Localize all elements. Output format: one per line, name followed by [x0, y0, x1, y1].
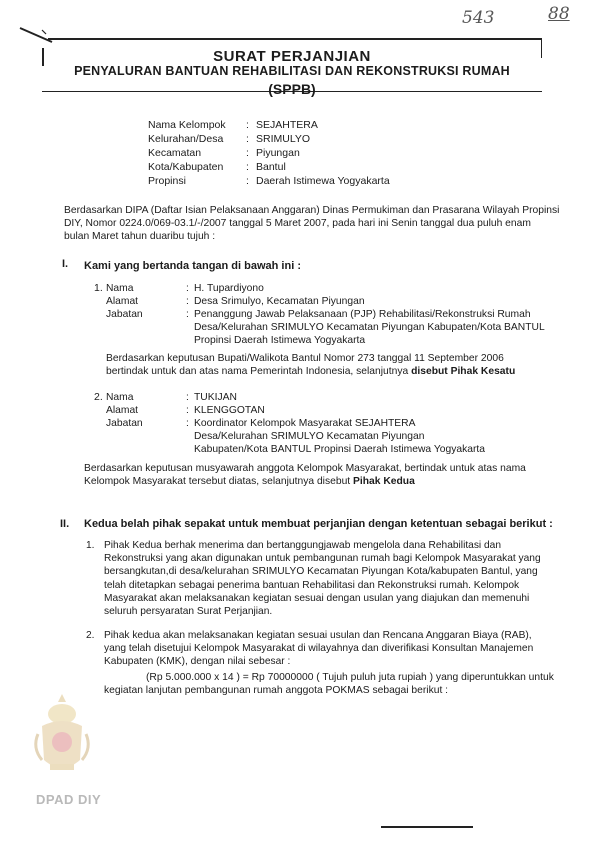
clause-line: Pihak kedua akan melaksanakan kegiatan sesuai usulan dan Rencana Anggaran Biaya (RAB),	[104, 630, 532, 641]
clause-line: Kabupaten (KMK), dengan nilai sebesar :	[104, 656, 291, 668]
footer-line	[381, 826, 473, 828]
dpad-emblem-watermark	[30, 690, 94, 786]
colon: :	[246, 161, 249, 173]
clause-number: 2.	[86, 630, 95, 641]
intro-line: bulan Maret tahun duaribu tujuh :	[64, 231, 216, 243]
party-1-position: Penanggung Jawab Pelaksanaan (PJP) Rehabilitasi/Rekonstruksi Rumah	[194, 309, 531, 320]
party-2-position-cont: Desa/Kelurahan SRIMULYO Kecamatan Piyungan	[194, 431, 425, 442]
clause-line: seluruh persyaratan Surat Perjanjian.	[104, 606, 273, 618]
budget-purpose-line: kegiatan lanjutan pembangunan rumah anggota POKMAS sebagai berikut :	[104, 685, 449, 696]
document-title: SURAT PERJANJIAN	[213, 48, 371, 65]
clause-line: Masyarakat akan melaksanakan kegiatan sesuai dengan usulan yang diajukan dan memenuhi	[104, 592, 530, 604]
clause-2	[86, 629, 540, 669]
party-1-name: H. Tupardiyono	[194, 283, 264, 294]
party-1-position-cont: Propinsi Daerah Istimewa Yogyakarta	[194, 335, 366, 346]
party-2-acting-text: Kelompok Masyarakat tersebut diatas, selanjutnya disebut	[84, 476, 354, 488]
party-2-designation: Pihak Kedua	[353, 476, 415, 488]
clause-line: Rekonstruksi yang akan digunakan untuk pembangunan rumah bagi Kelompok Masyarakat yang	[104, 553, 541, 565]
group-info-label: Nama Kelompok	[148, 119, 226, 131]
clause-line: Pihak Kedua berhak menerima dan bertanggungjawab mengelola dana Rehabilitasi dan	[104, 540, 502, 551]
handwritten-corner-number: 88	[548, 4, 570, 24]
party-2-fields	[106, 391, 546, 456]
colon: :	[246, 175, 249, 187]
group-info-label: Propinsi	[148, 175, 186, 187]
watermark-label: DPAD DIY	[36, 792, 102, 807]
party-2-basis	[84, 462, 526, 488]
title-box	[42, 34, 542, 98]
group-info-label: Kota/Kabupaten	[148, 161, 224, 173]
party-1-number: 1.	[94, 282, 103, 294]
section-2-number: II.	[60, 518, 70, 530]
group-info-value: Daerah Istimewa Yogyakarta	[256, 175, 390, 187]
field-label: Jabatan	[106, 309, 143, 320]
colon: :	[186, 392, 189, 403]
field-label: Alamat	[106, 405, 139, 416]
clause-1	[86, 539, 541, 618]
group-info-value: Bantul	[256, 161, 286, 173]
intro-line: Berdasarkan DIPA (Daftar Isian Pelaksanaan Anggaran) Dinas Permukiman dan Prasarana Wilayah Propinsi	[64, 205, 560, 216]
colon: :	[246, 133, 249, 145]
group-info-value: SRIMULYO	[256, 133, 311, 145]
document-subtitle: PENYALURAN BANTUAN REHABILITASI DAN REKONSTRUKSI RUMAH	[74, 64, 510, 78]
field-label: Nama	[106, 283, 134, 294]
colon: :	[186, 296, 189, 307]
colon: :	[186, 418, 189, 429]
party-1-address: Desa Srimulyo, Kecamatan Piyungan	[194, 296, 365, 307]
intro-line: DIY, Nomor 0224.0/069-03.1/-/2007 tanggal 5 Maret 2007, pada hari ini Senin tanggal dua puluh enam	[64, 218, 531, 230]
clause-line: bersangkutan,di desa/kelurahan SRIMULYO Kecamatan Piyungan Kota/kabupaten Bantul, yang	[104, 566, 538, 578]
party-1-fields	[106, 282, 546, 347]
colon: :	[186, 405, 189, 416]
party-2-position-cont: Kabupaten/Kota BANTUL Propinsi Daerah Istimewa Yogyakarta	[194, 444, 485, 455]
party-1-decree: Berdasarkan keputusan Bupati/Walikota Bantul Nomor 273 tanggal 11 September 2006	[106, 353, 504, 364]
party-1-acting	[106, 365, 515, 378]
field-label: Jabatan	[106, 418, 143, 429]
section-1-number: I.	[62, 258, 69, 270]
party-2-address: KLENGGOTAN	[194, 405, 265, 416]
section-1-heading: Kami yang bertanda tangan di bawah ini :	[84, 260, 301, 272]
colon: :	[186, 309, 189, 320]
party-2-number: 2.	[94, 391, 103, 403]
section-2-heading: Kedua belah pihak sepakat untuk membuat perjanjian dengan ketentuan sebagai berikut :	[84, 518, 553, 530]
party-1-designation: disebut Pihak Kesatu	[411, 366, 516, 378]
colon: :	[186, 283, 189, 294]
party-2-acting	[84, 475, 526, 488]
group-info-value: Piyungan	[256, 147, 300, 159]
party-1-position-cont: Desa/Kelurahan SRIMULYO Kecamatan Piyungan Kabupaten/Kota BANTUL	[194, 322, 545, 333]
handwritten-page-number: 543	[462, 8, 495, 28]
clause-number: 1.	[86, 540, 95, 551]
party-2-name: TUKIJAN	[194, 392, 237, 403]
field-label: Nama	[106, 392, 134, 403]
clause-line: telah ditetapkan sebagai penerima bantuan Rehabilitasi dan Rekonstruksi rumah. Kelompok	[104, 579, 520, 591]
group-info-label: Kelurahan/Desa	[148, 133, 224, 145]
intro-paragraph	[64, 204, 560, 244]
party-1-acting-text: bertindak untuk dan atas nama Pemerintah Indonesia, selanjutnya	[106, 366, 412, 378]
colon: :	[246, 119, 249, 131]
party-2-decree: Berdasarkan keputusan musyawarah anggota Kelompok Masyarakat, bertindak untuk atas nama	[84, 463, 526, 474]
group-info-label: Kecamatan	[148, 147, 202, 159]
group-info-value: SEJAHTERA	[256, 119, 318, 131]
budget-amount-line: (Rp 5.000.000 x 14 ) = Rp 70000000 ( Tujuh puluh juta rupiah ) yang diperuntukkan untuk	[146, 672, 554, 683]
party-2-position: Koordinator Kelompok Masyarakat SEJAHTERA	[194, 418, 416, 429]
clause-line: yang telah disetujui Kelompok Masyarakat di wilayahnya dan diverifikasi Konsultan Manajemen	[104, 643, 534, 655]
field-label: Alamat	[106, 296, 139, 307]
party-1-basis	[106, 352, 515, 378]
colon: :	[246, 147, 249, 159]
document-abbreviation: (SPPB)	[268, 81, 316, 97]
